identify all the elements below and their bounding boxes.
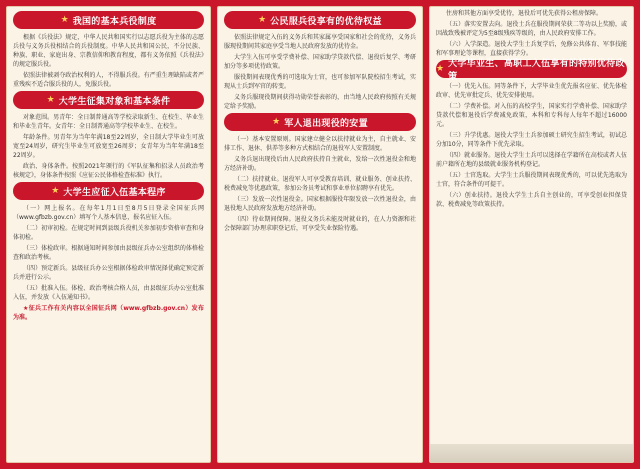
section-title: 大学毕业生、高职工入伍享有的特别优待政策: [448, 59, 625, 82]
column-right: [429, 6, 634, 463]
paragraph: 依照法律规定入伍的义务兵和其家属享受国家和社会的优待，义务兵服现役期间其家庭享受当地人民政府发放的优待金。: [224, 34, 416, 50]
paragraph: 年龄条件。男青年为当年年满18至22周岁，全日制大学毕业生可放宽至24周岁，研究生毕业生可放宽至26周岁；女青年为当年年满18至22周岁。: [13, 134, 204, 159]
section-header-military-service-system: [13, 11, 204, 29]
star-icon: ★: [51, 186, 60, 196]
paragraph: （一）优先入伍。同等条件下，大学毕业生优先报名应征、优先体检政审、优先审批定兵、优先安排使用。: [436, 83, 627, 99]
paragraph: 义务兵退出现役后由人民政府扶持自主就业，发给一次性退役金和地方经济补助。: [224, 156, 416, 172]
section-header-benefits: [224, 11, 416, 29]
section-title: 公民服兵役享有的优待权益: [270, 16, 382, 27]
star-icon: ★: [46, 95, 55, 105]
step-paragraph: （五）批准入伍。体检、政治考核合格人员，由县级征兵办公室批准入伍，并发放《入伍通知书》。: [13, 285, 204, 301]
paragraph: 住房和其他方面享受优待，退役后可优先获得公租房保障。: [446, 10, 603, 17]
paragraph: （二）学费补偿。对入伍的高校学生，国家实行学费补偿、国家助学贷款代偿和退役后学费减免政策，本科和专科每人每年不超过16000元。: [436, 103, 627, 128]
column-left: [6, 6, 211, 463]
paragraph: （四）就业服务。退役大学生士兵可以选择在学籍所在高校或者人伍前户籍所在地的县级就业服务机构登记。: [436, 152, 627, 168]
paragraph: 对象范围。男青年：全日制普通高等学校录取新生、在校生、毕业生和毕业生青年。女青年：全日制普通高等学校毕业生、在校生。: [13, 114, 204, 130]
section-title: 军人退出现役的安置: [284, 118, 368, 129]
paragraph: （六）入学深造。退役大学生士兵复学后，免修公共体育、军事技能和军事理论等课程，直接获得学分。: [436, 41, 627, 57]
paragraph: （三）升学优惠。退役大学生士兵参加硕士研究生招生考试，初试总分加10分，同等条件下优先录取。: [436, 132, 627, 148]
section-title: 我国的基本兵役制度: [72, 16, 157, 27]
star-icon: ★: [436, 64, 445, 74]
step-paragraph: （一）网上报名。在每年1月1日至8月5日登录全国征兵网（www.gfbzb.gov.cn）填写个人基本信息，报名应征入伍。: [13, 205, 204, 221]
note: ★征兵工作有关内容以全国征兵网（www.gfbzb.gov.cn）发布为准。: [13, 305, 204, 321]
star-icon: ★: [272, 117, 281, 127]
step-paragraph: （三）体检政审。根据通知时间参加由县级征兵办公室组织的体格检查和政治考核。: [13, 245, 204, 261]
section-title: 大学生应征入伍基本程序: [63, 187, 166, 198]
paragraph: 依照法律被剥夺政治权利的人，不得服兵役。有严重生理缺陷或者严重残疾不适合服兵役的人，免服兵役。: [13, 72, 204, 88]
paragraph: 大学生入伍可享受学费补偿、国家助学贷款代偿、退役后复学、考研加分等多项优待政策。: [224, 54, 416, 70]
decorative-footer: [430, 444, 633, 462]
paragraph: （五）士官选取。大学生士兵服役期间表现优秀的，可以优先选取为士官，符合条件的可提干。: [436, 172, 627, 188]
paragraph: 根据《兵役法》规定，中华人民共和国实行以志愿兵役为主体的志愿兵役与义务兵役相结合的兵役制度。中华人民共和国公民，不分民族、种族、职业、家庭出身、宗教信仰和教育程度，都有义务依照《兵役法》的规定服兵役。: [13, 34, 204, 68]
section-header-enlistment-procedure: [13, 182, 204, 200]
paragraph: 义务兵服现役期间获得功勋荣誉表彰的，由当地人民政府按照有关规定给予奖励。: [224, 94, 416, 110]
paragraph: 服役期间表现优秀的可选取为士官，也可参加军队院校招生考试，实现从士兵到军官的转变。: [224, 74, 416, 90]
star-icon: ★: [258, 15, 267, 25]
step-paragraph: （四）预定新兵。县级征兵办公室根据体检政审情况择优确定预定新兵并进行公示。: [13, 265, 204, 281]
paragraph: （二）扶持就业。退役军人可享受教育培训、就业服务、创业扶持、税费减免等优惠政策，参加公务员考试和事业单位招聘享有优先。: [224, 176, 416, 192]
section-header-special-policies: [436, 59, 627, 82]
section-header-recruit-conditions: [13, 91, 204, 109]
step-paragraph: （二）初审初检。在规定时间到县级兵役机关参加初步资格审查和身体初检。: [13, 225, 204, 241]
paragraph: 政治、身体条件。按照2021年颁行的《军队征集和招录人员政治考核规定》，身体条件按照《应征公民体格检查标准》执行。: [13, 163, 204, 179]
section-title: 大学生征集对象和基本条件: [58, 96, 171, 107]
paragraph: （六）创业扶持。退役大学生士兵自主创业的，可享受创业担保贷款、税费减免等政策扶持。: [436, 192, 627, 208]
paragraph: （一）基本安置原则。国家建立健全以扶持就业为主，自主就业、安排工作、退休、供养等多种方式相结合的退役军人安置制度。: [224, 136, 416, 152]
paragraph: （五）落实安置去向。退役士兵在服役期间荣获二等功以上奖励，或因战致残被评定为5至8级残疾等级的，由人民政府安排工作。: [436, 21, 627, 37]
column-middle: [217, 6, 423, 463]
section-header-resettlement: [224, 113, 416, 131]
paragraph: （三）发放一次性退役金。国家根据服役年限发放一次性退役金，由退役地人民政府发放地方经济补助。: [224, 196, 416, 212]
paragraph: （四）待业期间保障。退役义务兵未能及时就业的，在人力资源和社会保障部门办理求职登记后，可享受失业保险待遇。: [224, 216, 416, 232]
star-icon: ★: [60, 15, 69, 25]
